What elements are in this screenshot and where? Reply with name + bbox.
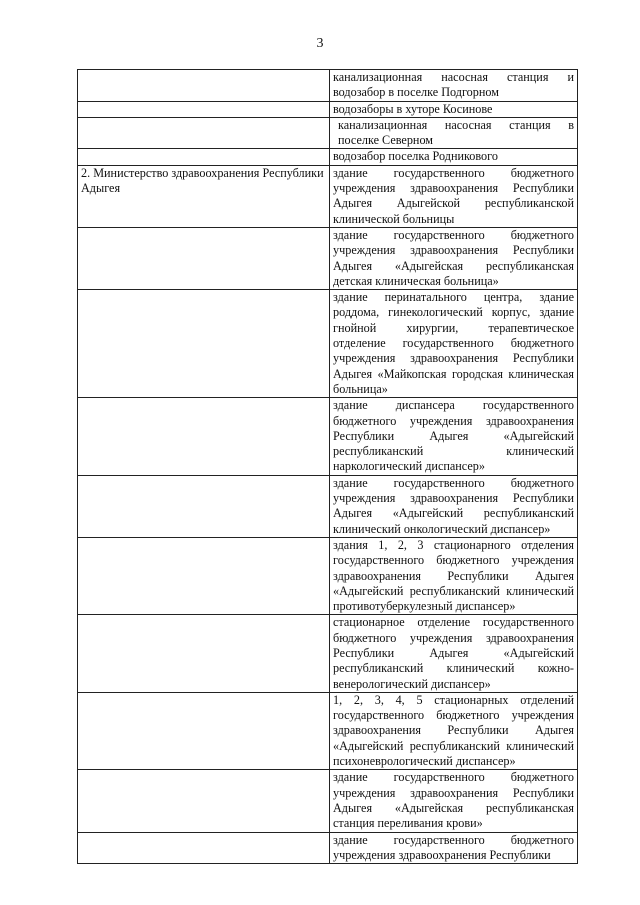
table-cell-object: водозабор поселка Родникового: [330, 149, 578, 165]
table-row: [78, 101, 578, 117]
page-number: 3: [316, 36, 324, 51]
table-cell-ministry: [78, 70, 330, 102]
table-cell-object: здание государственного бюджетного учреждения здравоохранения Республики Адыгея «Адыгейская республиканская детская клиническая больница»: [330, 227, 578, 289]
table-row: [78, 770, 578, 832]
table-cell-object: канализационная насосная станция в поселке Северном: [330, 117, 578, 149]
table-row: [78, 70, 578, 102]
table-cell-object: водозаборы в хуторе Косинове: [330, 101, 578, 117]
table-cell-ministry: [78, 290, 330, 398]
table-row: [78, 227, 578, 289]
table-cell-ministry: [78, 770, 330, 832]
table-cell-object: здание государственного бюджетного учреждения здравоохранения Республики Адыгея Адыгейской республиканской клинической больницы: [330, 165, 578, 227]
table-cell-object: здание перинатального центра, здание роддома, гинекологический корпус, здание гнойной хирургии, терапевтическое отделение государственного бюджетного учреждения здравоохранения Республики Адыгея «Майкопская городская клиническая больница»: [330, 290, 578, 398]
table-row: [78, 615, 578, 692]
table-cell-object: здание государственного бюджетного учреждения здравоохранения Республики: [330, 832, 578, 864]
table-cell-ministry: [78, 101, 330, 117]
table-row: [78, 165, 578, 227]
table-cell-object: здание диспансера государственного бюджетного учреждения здравоохранения Республики Адыгея «Адыгейский республиканский клинический наркологический диспансер»: [330, 398, 578, 475]
table-cell-ministry: [78, 615, 330, 692]
table-cell-ministry: [78, 398, 330, 475]
objects-table: [77, 69, 578, 864]
table-row: [78, 537, 578, 614]
table-cell-ministry: [78, 227, 330, 289]
table-row: [78, 398, 578, 475]
table-cell-ministry: [78, 832, 330, 864]
table-cell-ministry: [78, 149, 330, 165]
table-cell-object: здания 1, 2, 3 стационарного отделения государственного бюджетного учреждения здравоохранения Республики Адыгея «Адыгейский республиканский клинический противотуберкулезный диспансер»: [330, 537, 578, 614]
table-row: [78, 475, 578, 537]
table-cell-object: здание государственного бюджетного учреждения здравоохранения Республики Адыгея «Адыгейский республиканский клинический онкологический диспансер»: [330, 475, 578, 537]
table-row: [78, 692, 578, 769]
table-cell-object: стационарное отделение государственного бюджетного учреждения здравоохранения Республики Адыгея «Адыгейский республиканский клинический кожно-венерологический диспансер»: [330, 615, 578, 692]
table-cell-object: здание государственного бюджетного учреждения здравоохранения Республики Адыгея «Адыгейская республиканская станция переливания крови»: [330, 770, 578, 832]
table-row: [78, 832, 578, 864]
table-cell-ministry: [78, 475, 330, 537]
table-cell-ministry: [78, 537, 330, 614]
table-cell-ministry: [78, 692, 330, 769]
table-row: [78, 149, 578, 165]
table-cell-object: канализационная насосная станция и водозабор в поселке Подгорном: [330, 70, 578, 102]
table-row: [78, 117, 578, 149]
table-row: [78, 290, 578, 398]
table-cell-object: 1, 2, 3, 4, 5 стационарных отделений государственного бюджетного учреждения здравоохранения Республики Адыгея «Адыгейский республиканский клинический психоневрологический диспансер»: [330, 692, 578, 769]
table-cell-ministry: 2. Министерство здравоохранения Республики Адыгея: [78, 165, 330, 227]
table-cell-ministry: [78, 117, 330, 149]
